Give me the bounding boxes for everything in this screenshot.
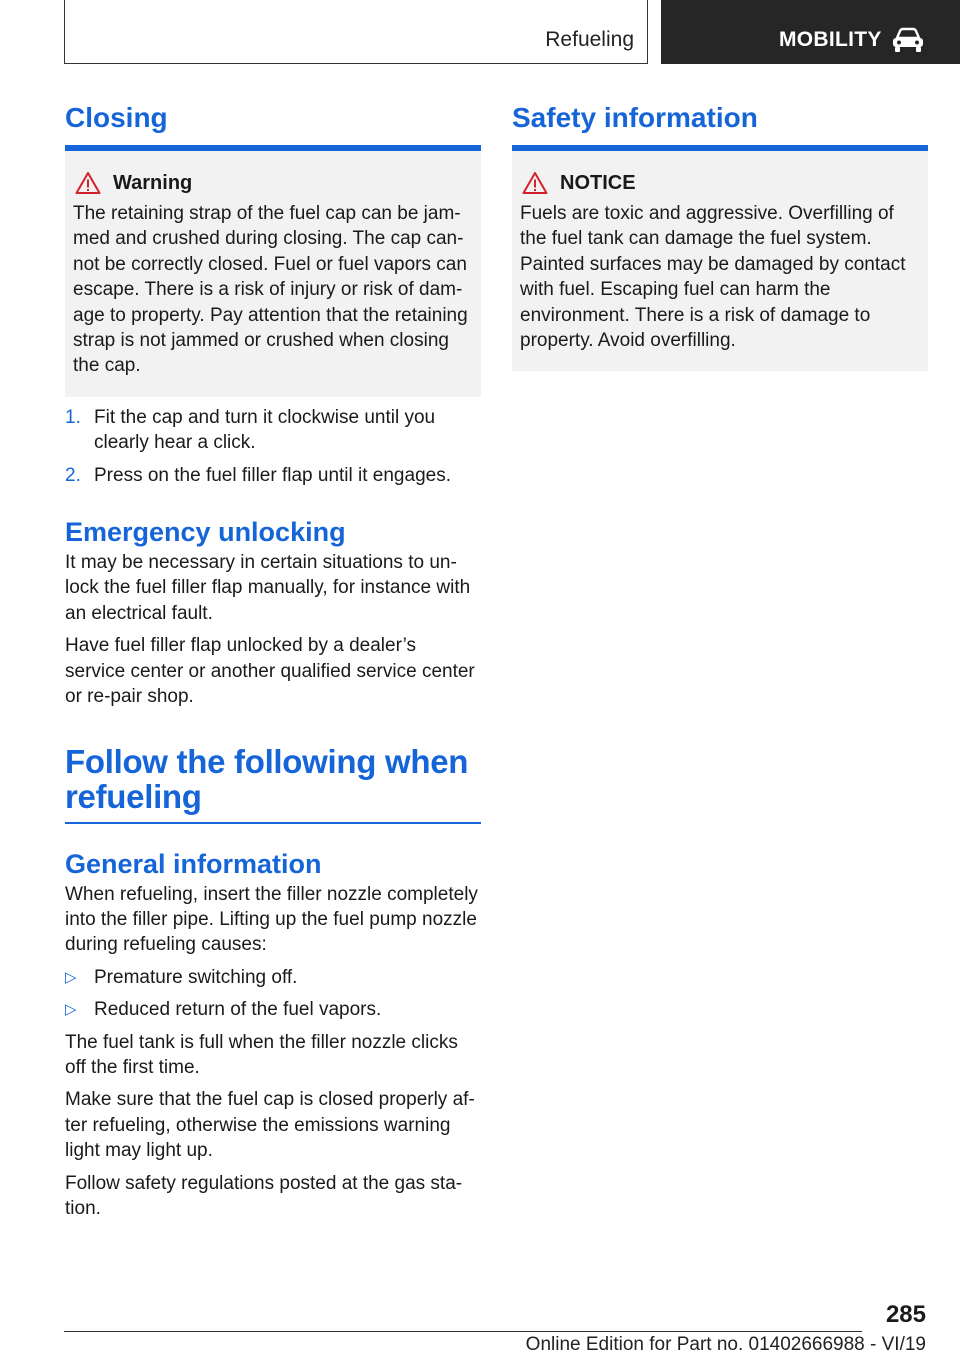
general-paragraph-2: The fuel tank is full when the filler nozzle clicks off the first time. [65, 1031, 458, 1078]
right-column [512, 95, 928, 371]
bullet-triangle-icon: ▷ [65, 1001, 77, 1019]
notice-title-text: NOTICE [560, 171, 636, 194]
follow-heading: Follow the following when refueling [65, 742, 469, 815]
car-icon [891, 27, 925, 53]
warning-title-text: Warning [113, 171, 193, 194]
bullet-list [65, 965, 481, 1023]
bullet-text: Reduced return of the fuel vapors. [94, 999, 382, 1021]
step-text: Press on the fuel filler flap until it engages. [94, 464, 451, 486]
chapter-label: MOBILITY [779, 28, 882, 51]
warning-triangle-icon [522, 171, 548, 195]
notice-text: Fuels are toxic and aggressive. Overfilling of the fuel tank can damage the fuel system. Painted surfaces may be damaged by contact with fuel. Escaping fuel can harm the environment. There is a risk of damage to property. Avoid overfilling. [520, 203, 906, 352]
notice-box [512, 151, 928, 371]
footer-edition: Online Edition for Part no. 01402666988 - VI/19 [525, 1334, 926, 1355]
warning-box [65, 151, 481, 397]
bullet-triangle-icon: ▷ [65, 968, 77, 986]
bullet-text: Premature switching off. [94, 966, 298, 988]
step-number: 1. [65, 406, 81, 428]
notice-title [520, 171, 920, 195]
emergency-paragraph-1: It may be necessary in certain situations to un-lock the fuel filler flap manually, for instance with an electrical fault. [65, 552, 471, 624]
safety-heading: Safety information [512, 102, 758, 133]
left-column [65, 95, 481, 1228]
step-number: 2. [65, 464, 81, 486]
general-paragraph-3: Make sure that the fuel cap is closed properly af-ter refueling, otherwise the emissions warning light may light up. [65, 1089, 475, 1162]
list-item [65, 405, 481, 456]
steps-list [65, 405, 481, 488]
warning-triangle-icon [75, 171, 101, 195]
step-text: Fit the cap and turn it clockwise until you clearly hear a click. [94, 406, 436, 454]
general-heading: General information [65, 848, 322, 879]
page-number: 285 [885, 1301, 926, 1328]
heading-rule [65, 822, 481, 824]
emergency-heading: Emergency unlocking [65, 517, 346, 548]
list-item [65, 463, 481, 488]
list-item [65, 997, 481, 1022]
list-item [65, 965, 481, 990]
warning-text: The retaining strap of the fuel cap can be jam-med and crushed during closing. The cap can-not be correctly closed. Fuel or fuel vapors can escape. There is a risk of injury or risk of dam-age to property. Pay attention that the retaining strap is not jammed or crushed when closing the cap. [73, 203, 468, 377]
general-paragraph-4: Follow safety regulations posted at the gas sta-tion. [65, 1172, 463, 1219]
closing-heading: Closing [65, 102, 168, 133]
warning-title [73, 171, 473, 195]
footer-rule [64, 1331, 862, 1332]
emergency-paragraph-2: Have fuel filler flap unlocked by a dealer’s service center or another qualified service center or re-pair shop. [65, 635, 475, 708]
header-section-title: Refueling [545, 28, 634, 51]
general-paragraph-1: When refueling, insert the filler nozzle completely into the filler pipe. Lifting up the fuel pump nozzle during refueling causes: [65, 883, 478, 956]
header-chapter-tab [661, 0, 960, 64]
